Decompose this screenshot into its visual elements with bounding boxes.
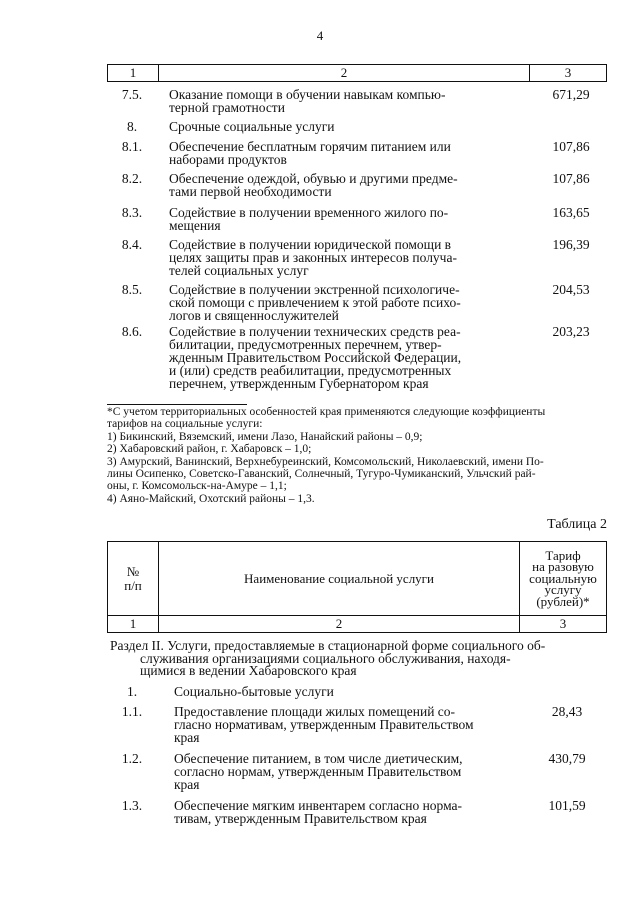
row-number: 1.1. xyxy=(121,704,143,719)
service-name: Обеспечение бесплатным горячим питанием или наборами продуктов xyxy=(169,139,451,167)
service-name: Содействие в получении экстренной психологиче- ской помощи с привлечением к этой работе психо- логов и священнослужителей xyxy=(169,282,461,323)
service-name: Обеспечение мягким инвентарем согласно норма- тивам, утвержденным Правительством края xyxy=(174,798,463,826)
footnote-line: 1) Бикинский, Вяземский, имени Лазо, Нанайский районы – 0,9; xyxy=(107,430,423,443)
row-number: 8. xyxy=(126,119,138,134)
row-number: 8.2. xyxy=(121,171,143,186)
table-row xyxy=(107,752,607,799)
row-number: 8.6. xyxy=(121,324,143,339)
row-number: 1.2. xyxy=(121,751,143,766)
service-name: Срочные социальные услуги xyxy=(169,119,335,134)
table2-body xyxy=(107,685,607,831)
row-number: 7.5. xyxy=(121,87,143,102)
tariff-value: 163,65 xyxy=(552,205,590,220)
table1-header-row xyxy=(107,64,607,82)
tariff-value: 107,86 xyxy=(552,139,590,154)
footnote-line: 3) Амурский, Ванинский, Верхнебуреинский, Комсомольский, Николаевский, имени По- xyxy=(107,455,544,468)
table-row xyxy=(107,238,607,283)
service-name: Предоставление площади жилых помещений со- гласно нормативам, утвержденным Правительством края xyxy=(174,704,474,745)
tariff-value: 204,53 xyxy=(552,282,590,297)
table2-header-service-name: Наименование социальной услуги xyxy=(159,542,520,616)
row-number: 8.5. xyxy=(121,282,143,297)
tariff-value xyxy=(509,120,607,140)
table1-header-col1: 1 xyxy=(108,65,159,81)
row-number: 8.3. xyxy=(121,205,143,220)
service-name: Содействие в получении юридической помощи в целях защиты прав и законных интересов получа- телей социальных услуг xyxy=(169,237,457,278)
section-heading: Раздел II. Услуги, предоставляемые в стационарной форме социального об- служивания организациями социального обслуживания, находя- щимися в ведении Хабаровского края xyxy=(110,638,546,678)
row-number: 1.3. xyxy=(121,798,143,813)
table-row xyxy=(107,140,607,172)
service-name: Социально-бытовые услуги xyxy=(174,684,334,699)
table2-col-number-2: 2 xyxy=(159,616,520,633)
table1-header-col2: 2 xyxy=(159,65,530,81)
footnote-line: тарифов на социальные услуги: xyxy=(107,418,263,431)
page-number: 4 xyxy=(316,28,324,43)
row-number: 8.4. xyxy=(121,237,143,252)
table-row xyxy=(107,88,607,120)
tariff-value: 203,23 xyxy=(552,324,590,339)
service-name: Оказание помощи в обучении навыкам компью- терной грамотности xyxy=(169,87,446,115)
table-row xyxy=(107,799,607,831)
table1-header-col3: 3 xyxy=(564,65,572,80)
footnote-divider xyxy=(107,404,247,405)
table2-title: Таблица 2 xyxy=(547,517,607,532)
table2-col-number-3: 3 xyxy=(520,616,607,633)
row-number: 8.1. xyxy=(121,139,143,154)
table-row xyxy=(107,206,607,238)
tariff-value xyxy=(509,685,607,705)
tariff-value: 101,59 xyxy=(548,798,586,813)
tariff-value: 107,86 xyxy=(552,171,590,186)
tariff-value: 671,29 xyxy=(552,87,590,102)
footnote xyxy=(107,406,607,505)
table-row xyxy=(107,685,607,705)
table2-col-number-1: 1 xyxy=(108,616,159,633)
table2-header-tariff: Тариф на разовую социальную услугу (рублей)* xyxy=(520,542,607,616)
tariff-value: 196,39 xyxy=(552,237,590,252)
table1-body xyxy=(107,88,607,391)
service-name: Содействие в получении временного жилого по- мещения xyxy=(169,205,449,233)
tariff-value: 28,43 xyxy=(551,704,583,719)
service-name: Обеспечение одеждой, обувью и другими предме- тами первой необходимости xyxy=(169,171,458,199)
table-row xyxy=(107,325,607,391)
service-name: Содействие в получении технических средств реа- билитации, предусмотренных перечнем, утвер- жденным Правительством Российской Федерации, и (или) средств реабилитации, предусмотренных перечнем, утвержденным Губернатором края xyxy=(169,324,462,391)
footnote-line: оны, г. Комсомольск-на-Амуре – 1,1; xyxy=(107,480,287,493)
footnote-line: лины Осипенко, Советско-Гаванский, Солнечный, Тугуро-Чумиканский, Ульчский рай- xyxy=(107,468,536,481)
table-row xyxy=(107,283,607,325)
table-row xyxy=(107,120,607,140)
table2-header-number: № п/п xyxy=(108,542,159,616)
table2-header xyxy=(107,541,607,633)
row-number: 1. xyxy=(126,684,138,699)
footnote-line: 4) Аяно-Майский, Охотский районы – 1,3. xyxy=(107,492,315,505)
tariff-value: 430,79 xyxy=(548,751,586,766)
footnote-line: *С учетом территориальных особенностей края применяются следующие коэффициенты xyxy=(107,406,546,418)
service-name: Обеспечение питанием, в том числе диетическим, согласно нормам, утвержденным Правительством края xyxy=(174,751,463,792)
table-row xyxy=(107,172,607,206)
footnote-line: 2) Хабаровский район, г. Хабаровск – 1,0; xyxy=(107,443,312,456)
table-row xyxy=(107,705,607,752)
